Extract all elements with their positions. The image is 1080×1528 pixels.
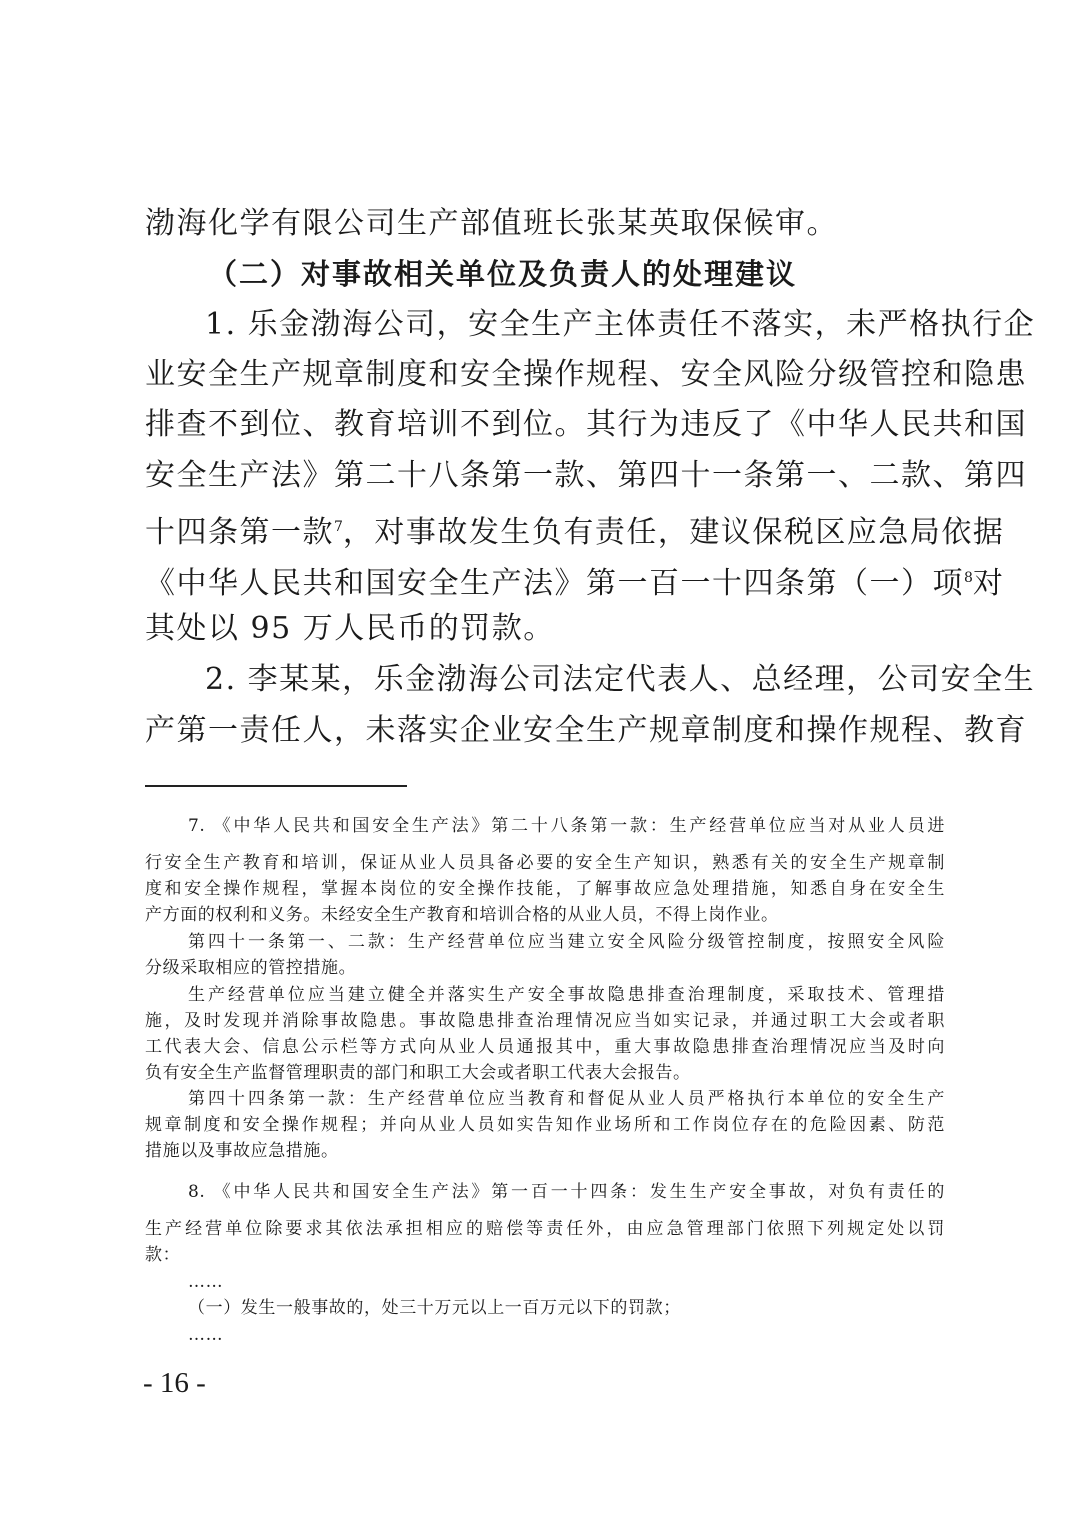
body-text-line <box>145 509 1005 551</box>
body-text-segment: 对 <box>972 566 1005 601</box>
footnote-8-line: 生产经营单位除要求其依法承担相应的赔偿等责任外，由应急管理部门依照下列规定处以罚 <box>145 1219 945 1239</box>
body-text-line: 1. 乐金渤海公司，安全生产主体责任不落实，未严格执行企 <box>205 307 1036 342</box>
body-text-segment: 《中华人民共和国安全生产法》第一百一十四条第（一）项 <box>145 566 964 601</box>
footnote-7-line: 第四十四条第一款：生产经营单位应当教育和督促从业人员严格执行本单位的安全生产 <box>188 1089 945 1109</box>
footnote-7-line: 行安全生产教育和培训，保证从业人员具备必要的安全生产知识，熟悉有关的安全生产规章制 <box>145 853 945 873</box>
body-text-line: 排查不到位、教育培训不到位。其行为违反了《中华人民共和国 <box>145 407 1027 442</box>
footnote-7-line: 施，及时发现并消除事故隐患。事故隐患排查治理情况应当如实记录，并通过职工大会或者职 <box>145 1011 945 1031</box>
body-text-segment: 十四条第一款 <box>145 515 334 550</box>
footnote-7-line: 措施以及事故应急措施。 <box>145 1141 339 1161</box>
footnote-8-line: （一）发生一般事故的，处三十万元以上一百万元以下的罚款； <box>188 1298 681 1318</box>
footnote-7-line: 第四十一条第一、二款：生产经营单位应当建立安全风险分级管控制度，按照安全风险 <box>188 932 945 952</box>
body-text-line: 产第一责任人，未落实企业安全生产规章制度和操作规程、教育 <box>145 713 1027 748</box>
footnote-7-line: 生产经营单位应当建立健全并落实生产安全事故隐患排查治理制度，采取技术、管理措 <box>188 985 945 1005</box>
footnote-8-line: 8. 《中华人民共和国安全生产法》第一百一十四条：发生生产安全事故，对负有责任的 <box>188 1182 945 1202</box>
footnote-7-line: 7. 《中华人民共和国安全生产法》第二十八条第一款：生产经营单位应当对从业人员进 <box>188 816 945 836</box>
page-number: - 16 - <box>143 1367 206 1399</box>
footnote-7-line: 负有安全生产监督管理职责的部门和职工大会或者职工代表大会报告。 <box>145 1063 691 1083</box>
footnote-8-line: …… <box>188 1272 224 1292</box>
footnote-8-line: 款： <box>145 1245 181 1265</box>
footnote-ref-7: 7 <box>334 519 343 535</box>
body-text-line: 渤海化学有限公司生产部值班长张某英取保候审。 <box>145 206 838 241</box>
body-text-line <box>145 560 1005 602</box>
body-text-segment: ，对事故发生负有责任，建议保税区应急局依据 <box>342 515 1005 550</box>
footnote-7-line: 度和安全操作规程，掌握本岗位的安全操作技能，了解事故应急处理措施，知悉自身在安全生 <box>145 879 945 899</box>
body-text-line: 业安全生产规章制度和安全操作规程、安全风险分级管控和隐患 <box>145 357 1027 392</box>
footnote-7-line: 规章制度和安全操作规程；并向从业人员如实告知作业场所和工作岗位存在的危险因素、防范 <box>145 1115 945 1135</box>
footnote-7-line: 工代表大会、信息公示栏等方式向从业人员通报其中，重大事故隐患排查治理情况应当及时向 <box>145 1037 945 1057</box>
footnote-7-line: 产方面的权利和义务。未经安全生产教育和培训合格的从业人员，不得上岗作业。 <box>145 905 779 925</box>
body-text-line: 安全生产法》第二十八条第一款、第四十一条第一、二款、第四 <box>145 458 1027 493</box>
footnote-8-line: …… <box>188 1325 224 1345</box>
footnote-ref-8: 8 <box>964 570 973 586</box>
body-text-line: 其处以 95 万人民币的罚款。 <box>145 611 555 646</box>
section-heading: （二）对事故相关单位及负责人的处理建议 <box>208 257 798 291</box>
footnote-separator <box>145 785 407 787</box>
body-text-line: 2. 李某某，乐金渤海公司法定代表人、总经理，公司安全生 <box>205 662 1036 697</box>
footnote-7-line: 分级采取相应的管控措施。 <box>145 958 357 978</box>
